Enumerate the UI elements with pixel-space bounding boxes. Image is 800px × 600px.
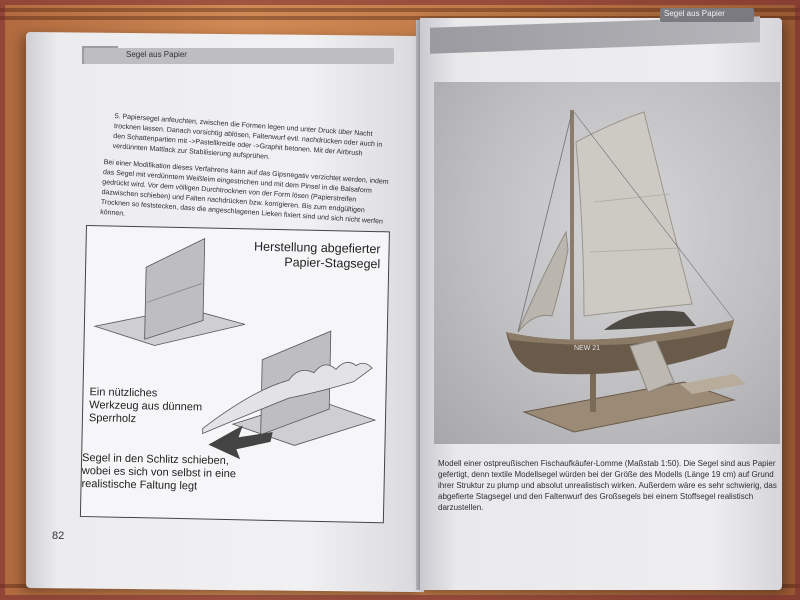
label-tool: Ein nützliches Werkzeug aus dünnem Sperrholz: [88, 386, 203, 426]
diagram-box: [80, 225, 390, 523]
paragraph-step-5: 5. Papiersegel anfeuchten, zwischen die Formen legen und unter Druck über Nacht trocknen lassen. Danach vorsichtig ablösen, Faltenwurf evtl. nachdrücken oder auch in den Schattenpartien mit ->Pastellkreide oder ->Graphit betonen. Mit der Airbrush verdünnten Mattlack zur Stabilisierung aufsprühen.: [112, 112, 383, 161]
ship-model-icon: [434, 82, 780, 444]
right-header-title: Segel aus Papier: [664, 9, 725, 18]
label-slot: Segel in den Schlitz schieben, wobei es sich von selbst in eine realistische Faltung legt: [81, 451, 237, 493]
ship-model-photo: [434, 82, 780, 444]
page-number: 82: [52, 530, 65, 542]
photo-caption: Modell einer ostpreußischen Fischaufkäufer-Lomme (Maßstab 1:50). Die Segel sind aus Papier gefertigt, denn textile Modellsegel würden bei der Größe des Modells (Länge 19 cm) auf Grund ihrer Struktur zu plump und absolut unrealistisch wirken. Außerdem wäre es sehr schwierig, das abgefierte Stagsegel und den Faltenwurf des Großsegels bei einem Stoffsegel realistisch darzustellen.: [438, 459, 777, 512]
diagram-title: Herstellung abgefierter Papier-Stagsegel: [253, 239, 381, 272]
paragraph-modification: Bei einer Modifikation dieses Verfahrens kann auf das Gipsnegativ verzichtet werden, indem das Segel mit verdünntem Weißleim eingestrichen und mit dem Pinsel in die Balsaform gedrückt wird. Vor dem völligen Durchtrocknen von der Form lösen (Papierstreifen dazwischen schieben) und Falten nachdrücken bzw. korrigieren. Bis zum endgültigen Trocknen so feststecken, dass die angeschlagenen Lieken fixiert sind und sich nicht werfen können.: [99, 158, 389, 226]
left-header-title: Segel aus Papier: [126, 50, 187, 59]
hull-marking: NEW 21: [574, 345, 601, 352]
